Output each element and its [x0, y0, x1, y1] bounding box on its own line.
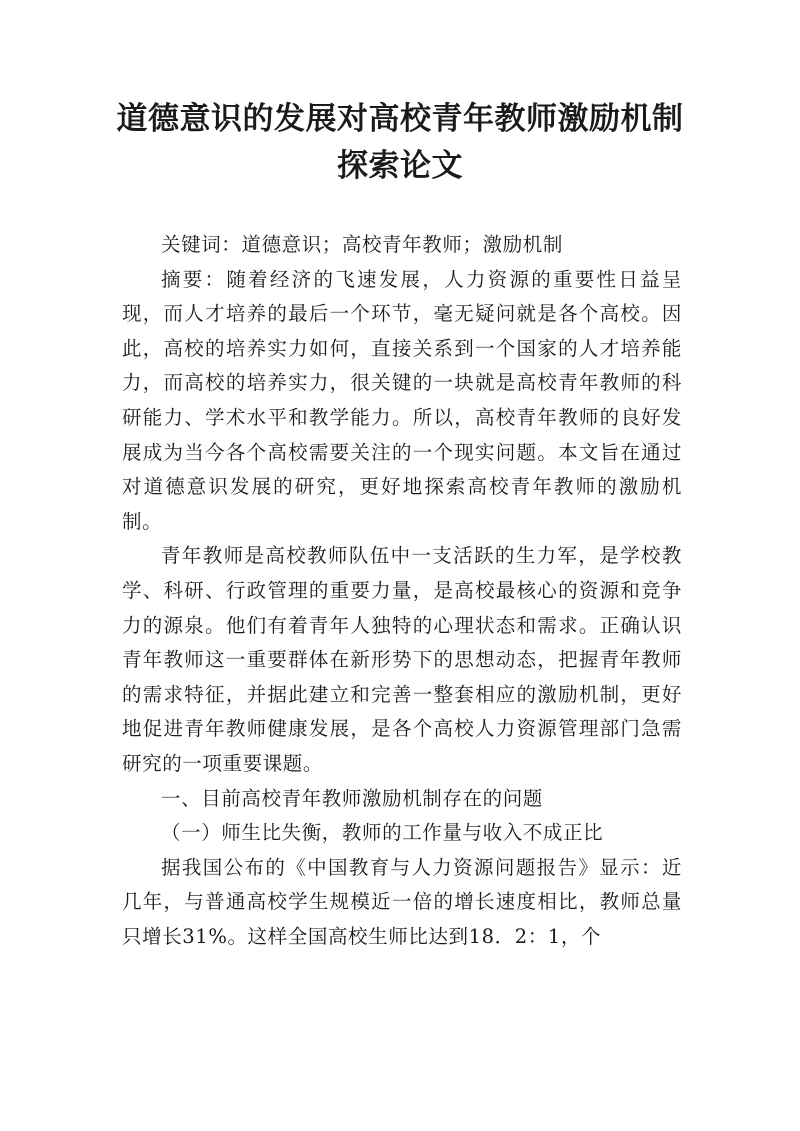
body-paragraph: 据我国公布的《中国教育与人力资源问题报告》显示：近几年，与普通高校学生规模近一倍的增长速度相比，教师总量只增长31%。这样全国高校生师比达到18．2：1，个 [122, 855, 682, 948]
title-line-2: 探索论文 [337, 148, 463, 184]
intro-paragraph: 青年教师是高校教师队伍中一支活跃的生力军，是学校教学、科研、行政管理的重要力量，是高校最核心的资源和竞争力的源泉。他们有着青年人独特的心理状态和需求。正确认识青年教师这一重要群体在新形势下的思想动态，把握青年教师的需求特征，并据此建立和完善一整套相应的激励机制，更好地促进青年教师健康发展，是各个高校人力资源管理部门急需研究的一项重要课题。 [122, 544, 682, 775]
document-body [122, 228, 682, 954]
subsection-heading: （一）师生比失衡，教师的工作量与收入不成正比 [161, 821, 604, 845]
abstract-paragraph: 摘要：随着经济的飞速发展，人力资源的重要性日益呈现，而人才培养的最后一个环节，毫无疑问就是各个高校。因此，高校的培养实力如何，直接关系到一个国家的人才培养能力，而高校的培养实力，很关键的一块就是高校青年教师的科研能力、学术水平和教学能力。所以，高校青年教师的良好发展成为当今各个高校需要关注的一个现实问题。本文旨在通过对道德意识发展的研究，更好地探索高校青年教师的激励机制。 [122, 267, 682, 533]
title-line-1: 道德意识的发展对高校青年教师激励机制 [116, 101, 684, 137]
keywords-paragraph: 关键词：道德意识；高校青年教师；激励机制 [161, 233, 564, 256]
document-title [100, 96, 700, 190]
section-heading: 一、目前高校青年教师激励机制存在的问题 [161, 786, 543, 810]
